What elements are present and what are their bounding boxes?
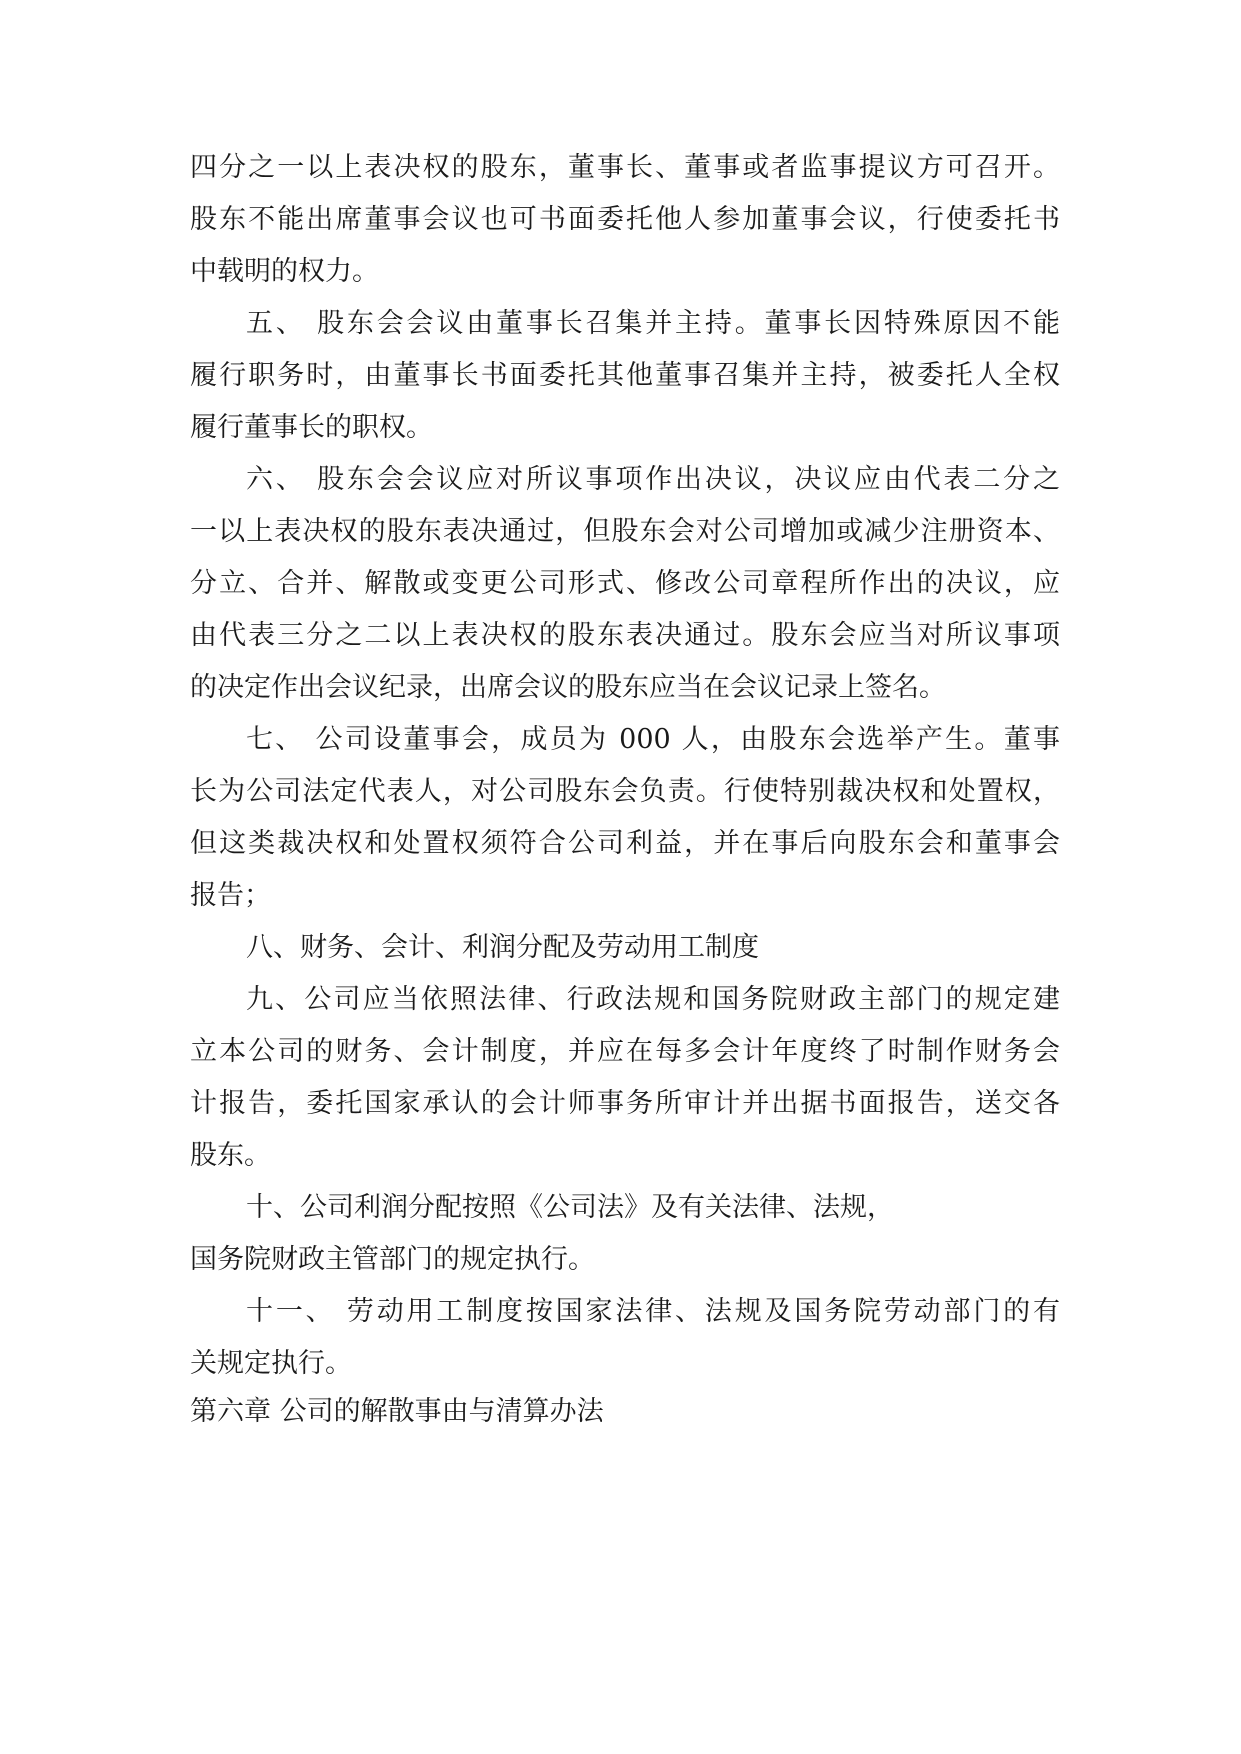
text-line: 四分之一以上表决权的股东，董事长、董事或者监事提议方可召开。 [190, 152, 1060, 183]
text-line: 履行董事长的职权。 [190, 412, 433, 443]
text-line: 八、财务、会计、利润分配及劳动用工制度 [246, 932, 759, 963]
text-line: 五、 股东会会议由董事长召集并主持。董事长因特殊原因不能 [246, 308, 1060, 339]
text-line: 分立、合并、解散或变更公司形式、修改公司章程所作出的决议，应 [190, 568, 1060, 599]
text-line: 由代表三分之二以上表决权的股东表决通过。股东会应当对所议事项 [190, 620, 1060, 651]
text-line: 国务院财政主管部门的规定执行。 [190, 1244, 595, 1275]
text-line: 但这类裁决权和处置权须符合公司利益，并在事后向股东会和董事会 [190, 828, 1060, 859]
text-line: 报告； [190, 880, 271, 911]
text-line: 计报告，委托国家承认的会计师事务所审计并出据书面报告，送交各 [190, 1088, 1060, 1119]
text-line: 股东不能出席董事会议也可书面委托他人参加董事会议，行使委托书 [190, 204, 1060, 235]
text-line: 立本公司的财务、会计制度，并应在每多会计年度终了时制作财务会 [190, 1036, 1060, 1067]
text-line: 关规定执行。 [190, 1348, 352, 1379]
text-line: 七、 公司设董事会，成员为 000 人，由股东会选举产生。董事 [246, 724, 1060, 755]
text-line: 九、公司应当依照法律、行政法规和国务院财政主部门的规定建 [246, 984, 1060, 1015]
text-line: 十一、 劳动用工制度按国家法律、法规及国务院劳动部门的有 [246, 1296, 1060, 1327]
chapter-heading: 第六章 公司的解散事由与清算办法 [190, 1396, 604, 1427]
text-line: 一以上表决权的股东表决通过，但股东会对公司增加或减少注册资本、 [190, 516, 1060, 547]
text-line: 的决定作出会议纪录，出席会议的股东应当在会议记录上签名。 [190, 672, 946, 703]
text-line: 中载明的权力。 [190, 256, 379, 287]
text-line: 履行职务时，由董事长书面委托其他董事召集并主持，被委托人全权 [190, 360, 1060, 391]
text-line: 长为公司法定代表人，对公司股东会负责。行使特别裁决权和处置权， [190, 776, 1060, 807]
text-line: 股东。 [190, 1140, 271, 1171]
text-line: 六、 股东会会议应对所议事项作出决议，决议应由代表二分之 [246, 464, 1060, 495]
text-line: 十、公司利润分配按照《公司法》及有关法律、法规， [246, 1192, 894, 1223]
